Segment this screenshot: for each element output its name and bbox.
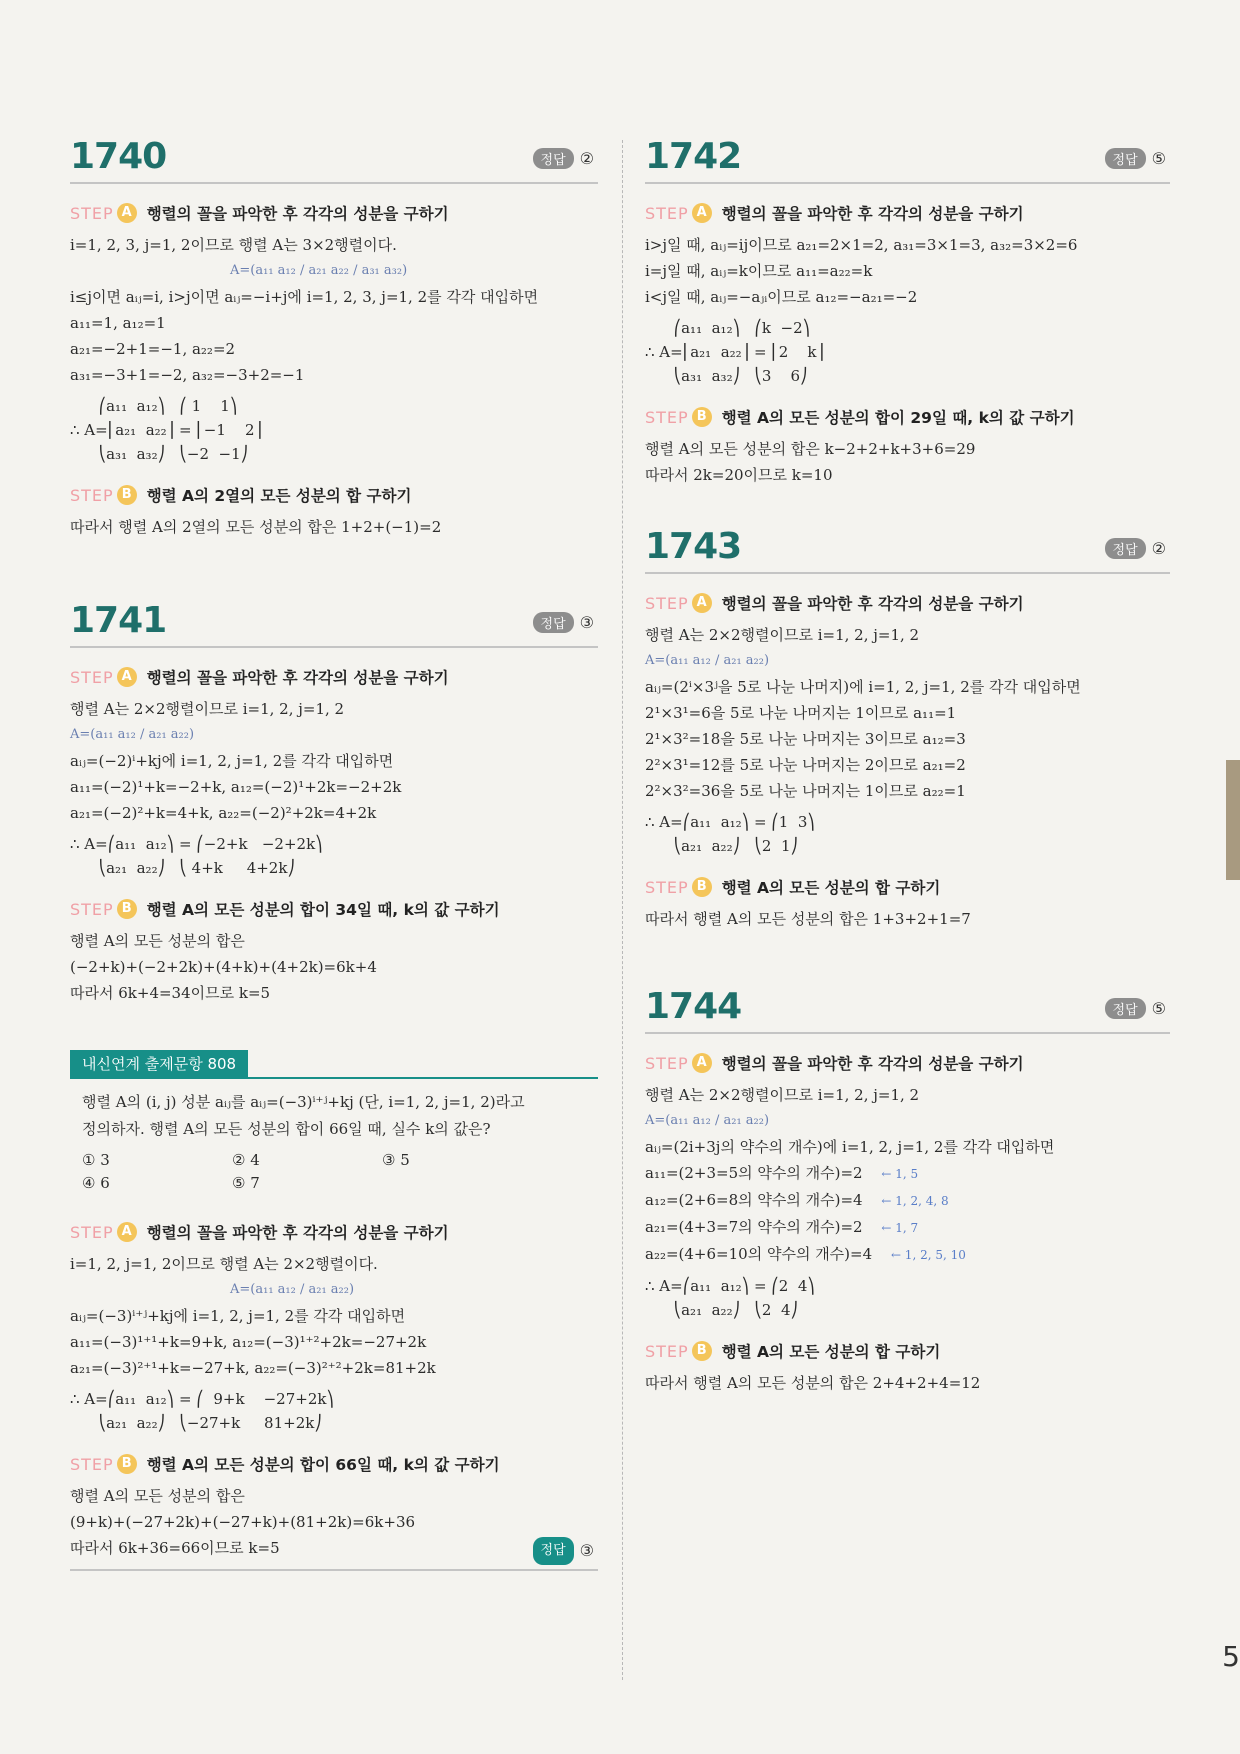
divisor-note: ← 1, 2, 4, 8 xyxy=(881,1194,949,1208)
step-letter: B xyxy=(692,877,712,897)
solution-text: 따라서 6k+36=66이므로 k=5 xyxy=(70,1539,280,1557)
problem-1743 xyxy=(645,526,1170,932)
solution-line: 따라서 행렬 A의 모든 성분의 합은 1+3+2+1=7 xyxy=(645,910,971,928)
question-line: 행렬 A의 (i, j) 성분 aᵢⱼ를 aᵢⱼ=(−3)ⁱ⁺ʲ+kj (단, i=1, 2, j=1, 2)라고 xyxy=(82,1093,525,1111)
step-tag: STEP xyxy=(70,667,114,687)
solution-line: 행렬 A의 모든 성분의 합은 k−2+2+k+3+6=29 xyxy=(645,440,976,458)
result-matrix: ∴ A=⎛a₁₁ a₁₂⎞ = ⎛−2+k −2+2k⎞ ⎝a₂₁ a₂₂⎠ ⎝ 4+k 4+2k⎠ xyxy=(70,835,323,877)
step-b xyxy=(70,898,598,920)
answer-marker xyxy=(1105,998,1166,1019)
step-title: 행렬 A의 2열의 모든 성분의 합 구하기 xyxy=(146,487,412,505)
answer-choices xyxy=(70,1149,598,1195)
solution-line: 따라서 2k=20이므로 k=10 xyxy=(645,466,833,484)
step-tag: STEP xyxy=(645,877,689,897)
step-tag: STEP xyxy=(645,1341,689,1361)
linked-box-title: 내신연계 출제문항 808 xyxy=(70,1050,248,1077)
step-title: 행렬의 꼴을 파악한 후 각각의 성분을 구하기 xyxy=(721,205,1024,223)
result-matrix: ∴ A=⎛a₁₁ a₁₂⎞ = ⎛2 4⎞ ⎝a₂₁ a₂₂⎠ ⎝2 4⎠ xyxy=(645,1277,815,1319)
step-letter: B xyxy=(117,1454,137,1474)
matrix-notation: A=(a₁₁ a₁₂ / a₂₁ a₂₂) xyxy=(645,1113,770,1128)
solution-line: aᵢⱼ=(2i+3j의 약수의 개수)에 i=1, 2, j=1, 2를 각각 대입하면 xyxy=(645,1138,1055,1156)
choice-2: ② 4 xyxy=(232,1151,260,1169)
solution-line: a₁₁=1, a₁₂=1 xyxy=(70,314,166,332)
choice-5: ⑤ 7 xyxy=(232,1174,260,1192)
answer-badge: 정답 xyxy=(533,612,574,633)
step-title: 행렬 A의 모든 성분의 합 구하기 xyxy=(721,1343,941,1361)
solution-line: i<j일 때, aᵢⱼ=−aⱼᵢ이므로 a₁₂=−a₂₁=−2 xyxy=(645,288,918,306)
answer-badge: 정답 xyxy=(533,1537,574,1565)
step-title: 행렬 A의 모든 성분의 합 구하기 xyxy=(721,879,941,897)
solution-line: a₂₁=(−2)²+k=4+k, a₂₂=(−2)²+2k=4+2k xyxy=(70,804,377,822)
solution-line xyxy=(70,1535,598,1561)
problem-1744 xyxy=(645,986,1170,1396)
solution-line: a₂₁=(−3)²⁺¹+k=−27+k, a₂₂=(−3)²⁺²+2k=81+2k xyxy=(70,1359,436,1377)
step-letter: A xyxy=(692,593,712,613)
divisor-note: ← 1, 5 xyxy=(881,1167,919,1181)
choice-1: ① 3 xyxy=(82,1151,110,1169)
step-tag: STEP xyxy=(645,593,689,613)
step-letter: A xyxy=(117,203,137,223)
step-b xyxy=(645,1340,1170,1362)
solution-line: i≤j이면 aᵢⱼ=i, i>j이면 aᵢⱼ=−i+j에 i=1, 2, 3, j=1, 2를 각각 대입하면 xyxy=(70,288,539,306)
solution-line: 2²×3¹=12를 5로 나눈 나머지는 2이므로 a₂₁=2 xyxy=(645,756,966,774)
linked-box-header xyxy=(70,1040,598,1079)
choice-4: ④ 6 xyxy=(82,1174,110,1192)
answer-marker xyxy=(1105,148,1166,169)
step-b xyxy=(70,1453,598,1475)
problem-1741 xyxy=(70,600,598,1571)
solution-text: a₁₂=(2+6=8의 약수의 개수)=4 xyxy=(645,1191,863,1209)
solution-text: a₂₂=(4+6=10의 약수의 개수)=4 xyxy=(645,1245,873,1263)
problem-header xyxy=(645,986,1170,1034)
noted-line xyxy=(645,1214,1170,1241)
step-title: 행렬의 꼴을 파악한 후 각각의 성분을 구하기 xyxy=(721,595,1024,613)
step-tag: STEP xyxy=(645,203,689,223)
section-rule xyxy=(70,1569,598,1571)
solution-line: a₃₁=−3+1=−2, a₃₂=−3+2=−1 xyxy=(70,366,305,384)
answer-value: ③ xyxy=(579,1541,594,1560)
step-a xyxy=(70,666,598,688)
answer-badge: 정답 xyxy=(533,148,574,169)
problem-number: 1740 xyxy=(70,136,167,177)
step-title: 행렬의 꼴을 파악한 후 각각의 성분을 구하기 xyxy=(146,669,449,687)
step-a xyxy=(645,1052,1170,1074)
step-title: 행렬 A의 모든 성분의 합이 34일 때, k의 값 구하기 xyxy=(146,901,500,919)
answer-value: ② xyxy=(579,149,594,168)
answer-marker xyxy=(533,148,594,169)
solution-line: 2¹×3¹=6을 5로 나눈 나머지는 1이므로 a₁₁=1 xyxy=(645,704,957,722)
solution-line: 따라서 행렬 A의 2열의 모든 성분의 합은 1+2+(−1)=2 xyxy=(70,518,442,536)
step-letter: B xyxy=(692,1341,712,1361)
step-letter: B xyxy=(117,485,137,505)
solution-line: aᵢⱼ=(−2)ⁱ+kj에 i=1, 2, j=1, 2를 각각 대입하면 xyxy=(70,752,394,770)
linked-question-box xyxy=(70,1040,598,1571)
step-letter: A xyxy=(117,1222,137,1242)
solution-line: 행렬 A는 2×2행렬이므로 i=1, 2, j=1, 2 xyxy=(645,626,920,644)
divisor-note: ← 1, 7 xyxy=(881,1221,919,1235)
noted-line xyxy=(645,1160,1170,1187)
step-b xyxy=(645,406,1170,428)
step-a xyxy=(70,202,598,224)
solution-line: a₂₁=−2+1=−1, a₂₂=2 xyxy=(70,340,236,358)
answer-value: ③ xyxy=(579,613,594,632)
solution-line: a₁₁=(−2)¹+k=−2+k, a₁₂=(−2)¹+2k=−2+2k xyxy=(70,778,402,796)
solution-line: 행렬 A의 모든 성분의 합은 xyxy=(70,1487,245,1505)
step-letter: A xyxy=(692,203,712,223)
solution-line: aᵢⱼ=(2ⁱ×3ʲ을 5로 나눈 나머지)에 i=1, 2, j=1, 2를 각각 대입하면 xyxy=(645,678,1081,696)
step-letter: A xyxy=(692,1053,712,1073)
step-title: 행렬 A의 모든 성분의 합이 66일 때, k의 값 구하기 xyxy=(146,1456,500,1474)
problem-header xyxy=(645,136,1170,184)
answer-marker xyxy=(1105,538,1166,559)
result-matrix: ∴ A=⎛a₁₁ a₁₂⎞ = ⎛ 9+k −27+2k⎞ ⎝a₂₁ a₂₂⎠ ⎝−27+k 81+2k⎠ xyxy=(70,1390,334,1432)
step-b xyxy=(70,484,598,506)
answer-marker xyxy=(533,612,594,633)
problem-1742 xyxy=(645,136,1170,488)
matrix-notation: A=(a₁₁ a₁₂ / a₂₁ a₂₂) xyxy=(230,1282,355,1297)
noted-line xyxy=(645,1187,1170,1214)
step-a xyxy=(70,1221,598,1243)
result-matrix: ∴ A=⎛a₁₁ a₁₂⎞ = ⎛1 3⎞ ⎝a₂₁ a₂₂⎠ ⎝2 1⎠ xyxy=(645,813,815,855)
step-title: 행렬 A의 모든 성분의 합이 29일 때, k의 값 구하기 xyxy=(721,409,1075,427)
answer-value: ⑤ xyxy=(1151,149,1166,168)
divisor-note: ← 1, 2, 5, 10 xyxy=(890,1248,966,1262)
matrix-notation: A=(a₁₁ a₁₂ / a₂₁ a₂₂) xyxy=(70,727,195,742)
solution-line: i=1, 2, 3, j=1, 2이므로 행렬 A는 3×2행렬이다. xyxy=(70,236,397,254)
step-tag: STEP xyxy=(70,1454,114,1474)
result-matrix: ⎛a₁₁ a₁₂⎞ ⎛ 1 1⎞ ∴ A=⎜a₂₁ a₂₂⎟ = ⎜−1 2⎟ ⎝a₃₁ a₃₂⎠ ⎝−2 −1⎠ xyxy=(70,397,263,463)
problem-header xyxy=(645,526,1170,574)
step-b xyxy=(645,876,1170,898)
matrix-notation: A=(a₁₁ a₁₂ / a₂₁ a₂₂) xyxy=(645,653,770,668)
solution-line: a₁₁=(−3)¹⁺¹+k=9+k, a₁₂=(−3)¹⁺²+2k=−27+2k xyxy=(70,1333,427,1351)
answer-value: ⑤ xyxy=(1151,999,1166,1018)
question-line: 정의하자. 행렬 A의 모든 성분의 합이 66일 때, 실수 k의 값은? xyxy=(82,1120,491,1138)
solution-line: i=1, 2, j=1, 2이므로 행렬 A는 2×2행렬이다. xyxy=(70,1255,378,1273)
solution-text: a₂₁=(4+3=7의 약수의 개수)=2 xyxy=(645,1218,863,1236)
solution-line: i>j일 때, aᵢⱼ=ij이므로 a₂₁=2×1=2, a₃₁=3×1=3, a₃₂=3×2=6 xyxy=(645,236,1078,254)
problem-1740 xyxy=(70,136,598,540)
step-tag: STEP xyxy=(70,203,114,223)
answer-value: ② xyxy=(1151,539,1166,558)
result-matrix: ⎛a₁₁ a₁₂⎞ ⎛k −2⎞ ∴ A=⎜a₂₁ a₂₂⎟ = ⎜2 k⎟ ⎝a₃₁ a₃₂⎠ ⎝3 6⎠ xyxy=(645,319,824,385)
page-number: 5 xyxy=(1222,1640,1240,1673)
problem-header xyxy=(70,136,598,184)
solution-line: 2²×3²=36을 5로 나눈 나머지는 1이므로 a₂₂=1 xyxy=(645,782,966,800)
step-a xyxy=(645,202,1170,224)
step-letter: A xyxy=(117,667,137,687)
step-title: 행렬의 꼴을 파악한 후 각각의 성분을 구하기 xyxy=(721,1055,1024,1073)
step-tag: STEP xyxy=(645,1053,689,1073)
solution-line: aᵢⱼ=(−3)ⁱ⁺ʲ+kj에 i=1, 2, j=1, 2를 각각 대입하면 xyxy=(70,1307,406,1325)
answer-marker xyxy=(533,1537,594,1565)
solution-line: 따라서 행렬 A의 모든 성분의 합은 2+4+2+4=12 xyxy=(645,1374,981,1392)
noted-line xyxy=(645,1241,1170,1268)
step-tag: STEP xyxy=(70,899,114,919)
problem-number: 1741 xyxy=(70,600,167,641)
solution-line: (−2+k)+(−2+2k)+(4+k)+(4+2k)=6k+4 xyxy=(70,958,377,976)
step-letter: B xyxy=(117,899,137,919)
step-tag: STEP xyxy=(70,485,114,505)
step-tag: STEP xyxy=(645,407,689,427)
answer-badge: 정답 xyxy=(1105,538,1146,559)
problem-number: 1743 xyxy=(645,526,742,567)
solution-text: a₁₁=(2+3=5의 약수의 개수)=2 xyxy=(645,1164,863,1182)
step-tag: STEP xyxy=(70,1222,114,1242)
solution-line: (9+k)+(−27+2k)+(−27+k)+(81+2k)=6k+36 xyxy=(70,1513,416,1531)
step-title: 행렬의 꼴을 파악한 후 각각의 성분을 구하기 xyxy=(146,1224,449,1242)
solution-line: 행렬 A의 모든 성분의 합은 xyxy=(70,932,245,950)
column-divider xyxy=(622,140,623,1680)
solution-line: 2¹×3²=18을 5로 나눈 나머지는 3이므로 a₁₂=3 xyxy=(645,730,966,748)
matrix-notation: A=(a₁₁ a₁₂ / a₂₁ a₂₂ / a₃₁ a₃₂) xyxy=(230,263,408,278)
choice-3: ③ 5 xyxy=(382,1151,410,1169)
problem-header xyxy=(70,600,598,648)
answer-badge: 정답 xyxy=(1105,998,1146,1019)
problem-number: 1742 xyxy=(645,136,742,177)
answer-badge: 정답 xyxy=(1105,148,1146,169)
solution-line: 따라서 6k+4=34이므로 k=5 xyxy=(70,984,271,1002)
solution-line: 행렬 A는 2×2행렬이므로 i=1, 2, j=1, 2 xyxy=(70,700,345,718)
page-edge-tab xyxy=(1226,760,1240,880)
problem-number: 1744 xyxy=(645,986,742,1027)
step-letter: B xyxy=(692,407,712,427)
step-a xyxy=(645,592,1170,614)
solution-line: i=j일 때, aᵢⱼ=k이므로 a₁₁=a₂₂=k xyxy=(645,262,873,280)
step-title: 행렬의 꼴을 파악한 후 각각의 성분을 구하기 xyxy=(146,205,449,223)
solution-line: 행렬 A는 2×2행렬이므로 i=1, 2, j=1, 2 xyxy=(645,1086,920,1104)
